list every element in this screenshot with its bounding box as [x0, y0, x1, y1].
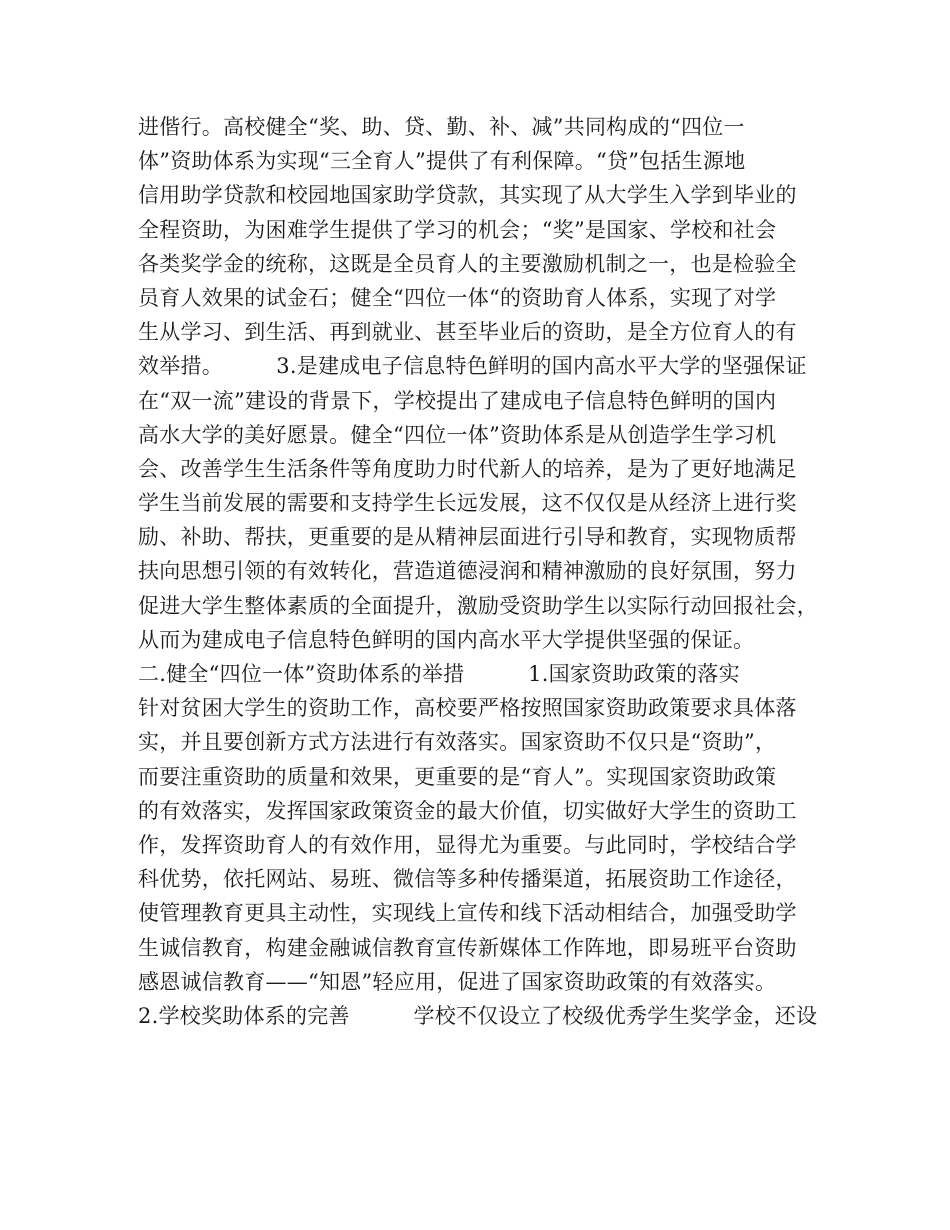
text-line: 员育人效果的试金石；健全“四位一体“的资助育人体系，实现了对学 — [138, 285, 777, 310]
text-line: 感恩诚信教育——“知恩”轻应用，促进了国家资助政策的有效落实。 — [138, 969, 777, 994]
text-line: 进偕行。高校健全“奖、助、贷、勤、补、减”共同构成的“四位一 — [138, 115, 745, 139]
text-line: 实，并且要创新方式方法进行有效落实。国家资助不仅只是“资助”， — [138, 730, 777, 755]
section-heading-line: 二.健全“四位一体”资助体系的举措 1.国家资助政策的落实 — [138, 662, 740, 686]
text-line: 而要注重资助的质量和效果，更重要的是“育人”。实现国家资助政策 — [138, 764, 777, 789]
text-line: 体”资助体系为实现“三全育人”提供了有利保障。“贷”包括生源地 — [138, 149, 746, 174]
text-line: 信用助学贷款和校园地国家助学贷款，其实现了从大学生入学到毕业的 — [138, 183, 797, 208]
text-line: 生从学习、到生活、再到就业、甚至毕业后的资助，是全方位育人的有 — [138, 320, 797, 345]
text-line: 全程资助，为困难学生提供了学习的机会；“奖”是国家、学校和社会 — [138, 217, 777, 242]
text-line: 生诚信教育，构建金融诚信教育宣传新媒体工作阵地，即易班平台资助 — [138, 935, 797, 960]
text-line: 会、改善学生生活条件等角度助力时代新人的培养，是为了更好地满足 — [138, 456, 797, 481]
text-line: 扶向思想引领的有效转化，营造道德浸润和精神激励的良好氛围，努力 — [138, 559, 797, 584]
text-line: 各类奖学金的统称，这既是全员育人的主要激励机制之一，也是检验全 — [138, 251, 797, 276]
text-line: 使管理教育更具主动性，实现线上宣传和线下活动相结合，加强受助学 — [138, 901, 797, 926]
text-line: 作，发挥资助育人的有效作用，显得尤为重要。与此同时，学校结合学 — [138, 832, 797, 857]
text-line: 效举措。 3.是建成电子信息特色鲜明的国内高水平大学的坚强保证 — [138, 354, 807, 379]
text-line: 学生当前发展的需要和支持学生长远发展，这不仅仅是从经济上进行奖 — [138, 491, 797, 516]
body-text — [138, 110, 828, 1033]
text-line: 高水大学的美好愿景。健全“四位一体”资助体系是从创造学生学习机 — [138, 422, 777, 447]
text-line: 的有效落实，发挥国家政策资金的最大价值，切实做好大学生的资助工 — [138, 798, 797, 823]
text-line: 科优势，依托网站、易班、微信等多种传播渠道，拓展资助工作途径， — [138, 867, 797, 892]
text-line: 从而为建成电子信息特色鲜明的国内高水平大学提供坚强的保证。 — [138, 627, 755, 652]
text-line: 针对贫困大学生的资助工作，高校要严格按照国家资助政策要求具体落 — [138, 696, 797, 721]
text-line: 2.学校奖助体系的完善 学校不仅设立了校级优秀学生奖学金，还设 — [138, 1003, 818, 1028]
text-line: 在“双一流”建设的背景下，学校提出了建成电子信息特色鲜明的国内 — [138, 388, 777, 413]
text-line: 励、补助、帮扶，更重要的是从精神层面进行引导和教育，实现物质帮 — [138, 525, 797, 550]
text-line: 促进大学生整体素质的全面提升，激励受资助学生以实际行动回报社会， — [138, 593, 818, 618]
